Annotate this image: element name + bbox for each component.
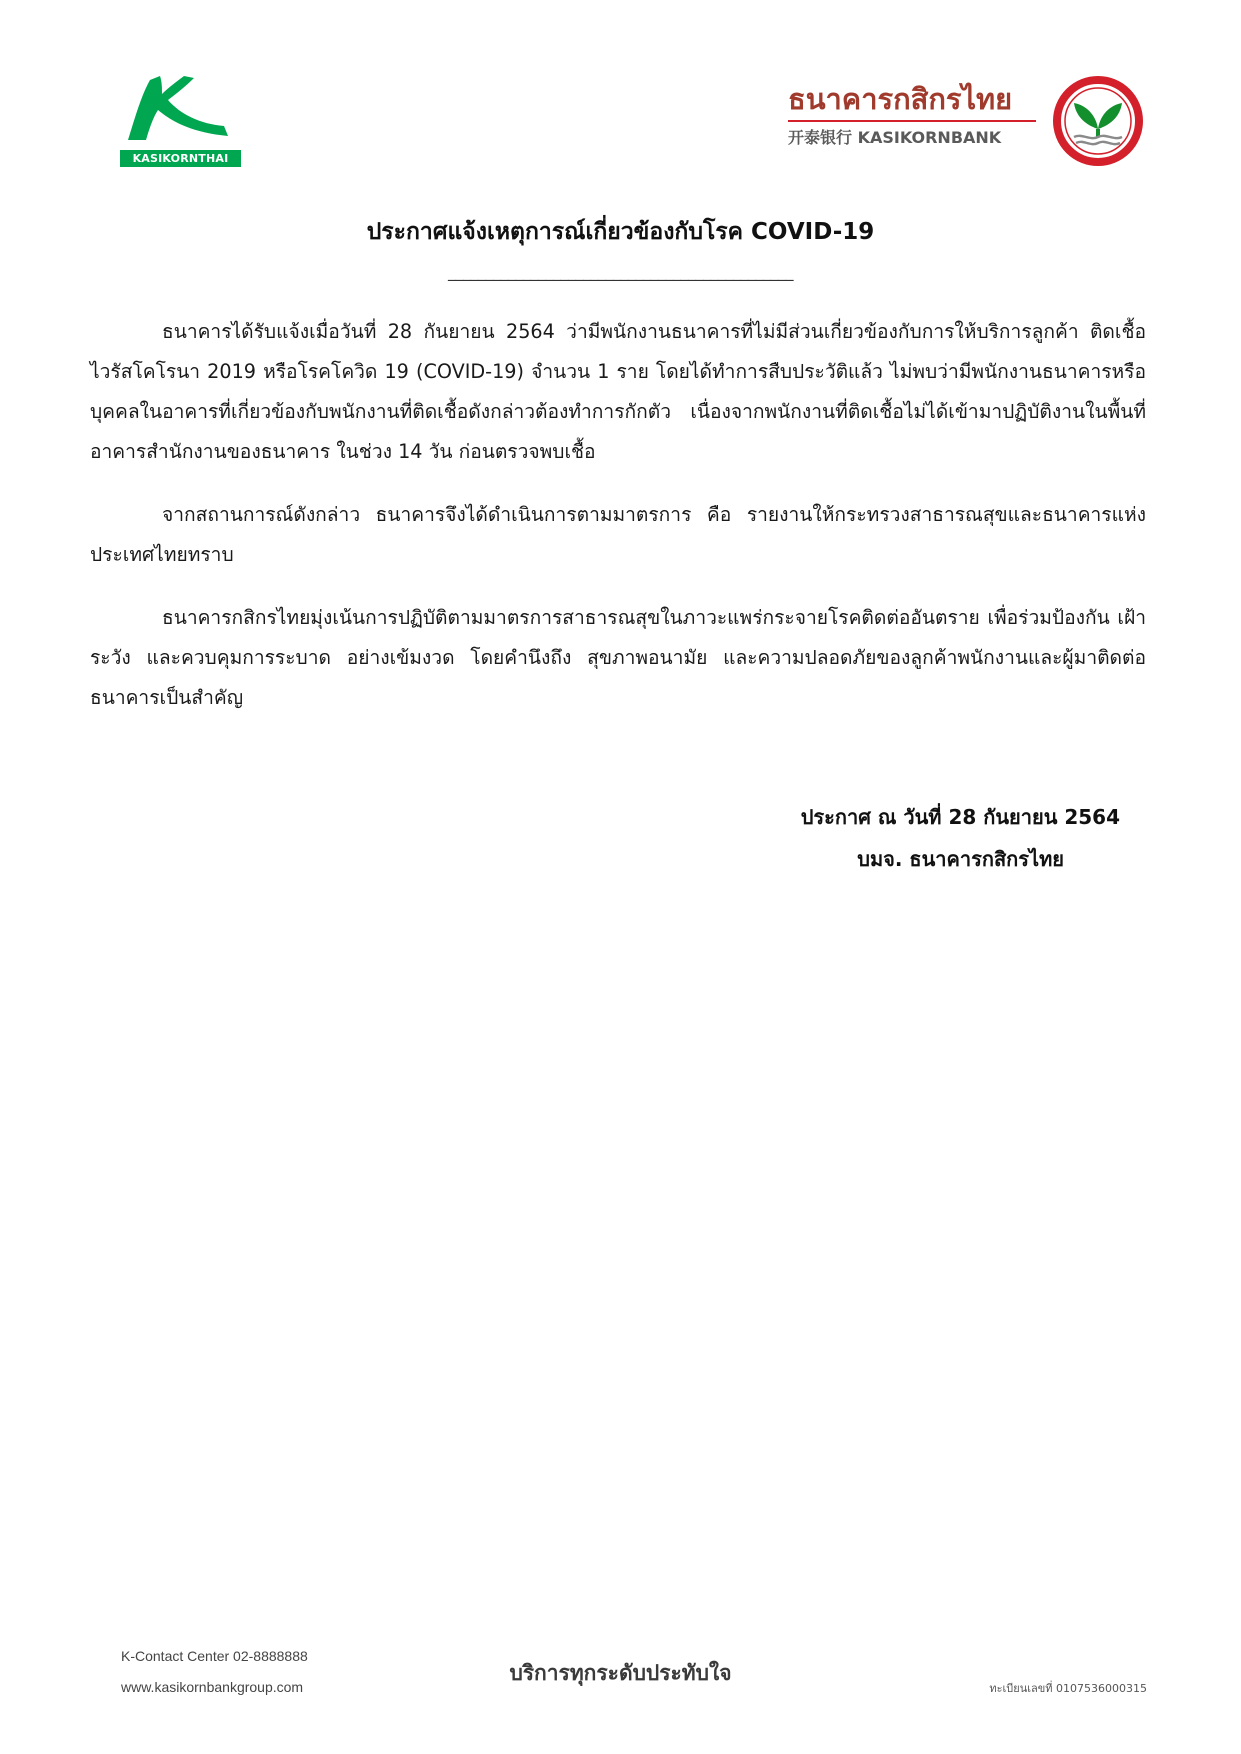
footer-registration-number: ทะเบียนเลขที่ 0107536000315 xyxy=(989,1682,1147,1695)
paragraph-commitment: ธนาคารกสิกรไทยมุ่งเน้นการปฏิบัติตามมาตรการสาธารณสุขในภาวะแพร่กระจายโรคติดต่ออันตราย เพื่อร่วมป้องกัน เฝ้าระวัง และควบคุมการระบาด อย่างเข้มงวด โดยคำนึงถึง สุขภาพอนามัย และความปลอดภัยของลูกค้าพนักงานและผู้มาติดต่อธนาคารเป็นสำคัญ xyxy=(90,606,1146,709)
signature-block xyxy=(700,796,1120,880)
footer-website: www.kasikornbankgroup.com xyxy=(121,1679,304,1695)
bank-name-english: 开泰银行 KASIKORNBANK xyxy=(788,128,1002,147)
kasikornthai-k-icon xyxy=(120,74,245,152)
kasikornbank-emblem-icon xyxy=(1052,75,1144,167)
document-title: ประกาศแจ้งเหตุการณ์เกี่ยวข้องกับโรค COVID-19 xyxy=(366,219,875,245)
footer-contact-center: K-Contact Center 02-8888888 xyxy=(121,1648,308,1664)
kasikornthai-logo xyxy=(120,74,245,170)
wordmark-divider xyxy=(788,120,1036,122)
title-underline: ______________________________________________ xyxy=(448,262,793,281)
bank-name-thai: ธนาคารกสิกรไทย xyxy=(788,82,1013,116)
issuing-company: บมจ. ธนาคารกสิกรไทย xyxy=(857,847,1064,871)
footer-slogan: บริการทุกระดับประทับใจ xyxy=(509,1661,732,1685)
announcement-date: ประกาศ ณ วันที่ 28 กันยายน 2564 xyxy=(800,805,1120,829)
kasikornthai-logo-label: KASIKORNTHAI xyxy=(120,150,241,167)
announcement-body xyxy=(90,312,1146,741)
paragraph-actions: จากสถานการณ์ดังกล่าว ธนาคารจึงได้ดำเนินการตามมาตรการ คือ รายงานให้กระทรวงสาธารณสุขและธนาคารแห่งประเทศไทยทราบ xyxy=(90,503,1146,566)
paragraph-incident: ธนาคารได้รับแจ้งเมื่อวันที่ 28 กันยายน 2564 ว่ามีพนักงานธนาคารที่ไม่มีส่วนเกี่ยวข้องกับการให้บริการลูกค้า ติดเชื้อไวรัสโคโรนา 2019 หรือโรคโควิด 19 (COVID-19) จำนวน 1 ราย โดยได้ทำการสืบประวัติแล้ว ไม่พบว่ามีพนักงานธนาคารหรือบุคคลในอาคารที่เกี่ยวข้องกับพนักงานที่ติดเชื้อดังกล่าวต้องทำการกักตัว เนื่องจากพนักงานที่ติดเชื้อไม่ได้เข้ามาปฏิบัติงานในพื้นที่อาคารสำนักงานของธนาคาร ในช่วง 14 วัน ก่อนตรวจพบเชื้อ xyxy=(90,320,1146,463)
kasikornbank-wordmark xyxy=(788,80,1044,152)
